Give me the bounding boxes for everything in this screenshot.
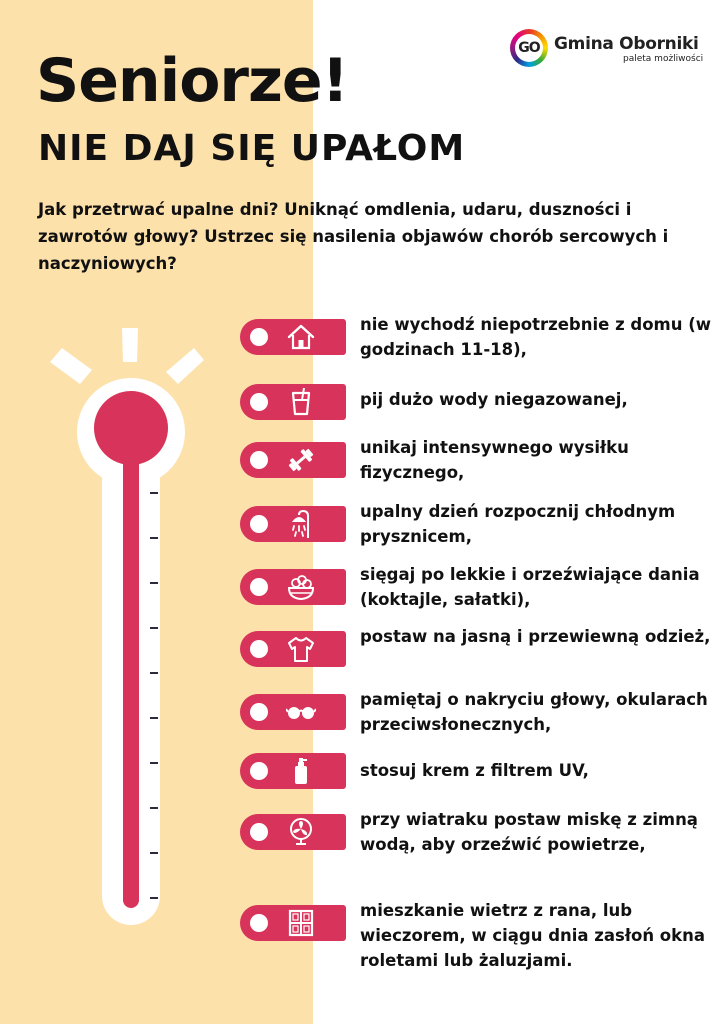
heat-rays-icon (50, 328, 204, 384)
thermometer-icon (77, 378, 185, 925)
tip-tag (240, 631, 346, 667)
tip-tag (240, 442, 346, 478)
tip-item-head-cover-sunglasses (240, 687, 720, 735)
dumbbell-icon (286, 445, 316, 475)
intro-text: Jak przetrwać upalne dni? Uniknąć omdlenia, udaru, duszności i zawrotów głowy? Ustrzec się nasilenia objawów chorób sercowych i naczyniowych? (38, 200, 669, 273)
salad-bowl-icon (286, 572, 316, 602)
thermometer-illustration (40, 320, 240, 940)
sunglasses-icon (286, 697, 316, 727)
tip-text: stosuj krem z filtrem UV, (360, 761, 589, 780)
tip-item-drink-water (240, 377, 720, 425)
tip-tag (240, 905, 346, 941)
tag-hole (250, 640, 268, 658)
tag-hole (250, 823, 268, 841)
tip-tag (240, 319, 346, 355)
tip-tag (240, 569, 346, 605)
tag-hole (250, 762, 268, 780)
tag-hole (250, 393, 268, 411)
tip-item-ventilate-blinds (240, 898, 720, 970)
poster-subtitle: NIE DAJ SIĘ UPAŁOM (38, 128, 466, 169)
tip-item-stay-home (240, 312, 720, 360)
tip-item-light-meals (240, 562, 720, 610)
logo-name: Gmina Oborniki (554, 34, 699, 54)
shower-icon (286, 509, 316, 539)
fan-icon (286, 817, 316, 847)
tip-text: upalny dzień rozpocznij chłodnym prysznicem, (360, 502, 676, 546)
logo-color-ring-icon (510, 29, 548, 67)
tip-text: nie wychodź niepotrzebnie z domu (w godzinach 11-18), (360, 315, 712, 359)
house-icon (286, 322, 316, 352)
tip-tag (240, 694, 346, 730)
tip-text: pamiętaj o nakryciu głowy, okularach przeciwsłonecznych, (360, 690, 708, 734)
tip-text: pij dużo wody niegazowanej, (360, 390, 628, 409)
gmina-oborniki-logo (510, 29, 710, 69)
logo-mark: GO (515, 34, 543, 62)
tip-tag (240, 506, 346, 542)
tip-tag (240, 753, 346, 789)
tip-text: unikaj intensywnego wysiłku fizycznego, (360, 438, 629, 482)
tip-text: mieszkanie wietrz z rana, lub wieczorem, w ciągu dnia zasłoń okna roletami lub żaluzjami. (360, 901, 705, 970)
tip-item-fan-bowl (240, 807, 720, 855)
logo-tagline: paleta możliwości (623, 54, 704, 64)
sunscreen-bottle-icon (286, 756, 316, 786)
tag-hole (250, 578, 268, 596)
tip-tag (240, 814, 346, 850)
tag-hole (250, 703, 268, 721)
tag-hole (250, 914, 268, 932)
tip-text: przy wiatraku postaw miskę z zimną wodą, aby orzeźwić powietrze, (360, 810, 698, 854)
tip-text: postaw na jasną i przewiewną odzież, (360, 627, 711, 646)
glass-of-water-icon (286, 387, 316, 417)
tip-item-sunscreen (240, 746, 720, 794)
tag-hole (250, 515, 268, 533)
poster-title: Seniorze! (36, 46, 348, 116)
tip-item-light-clothing (240, 624, 720, 672)
window-icon (286, 908, 316, 938)
tip-text: sięgaj po lekkie i orzeźwiające dania (koktajle, sałatki), (360, 565, 700, 609)
tip-item-cool-shower (240, 499, 720, 547)
tip-item-avoid-exercise (240, 435, 720, 483)
t-shirt-icon (286, 634, 316, 664)
tag-hole (250, 328, 268, 346)
tip-tag (240, 384, 346, 420)
tag-hole (250, 451, 268, 469)
